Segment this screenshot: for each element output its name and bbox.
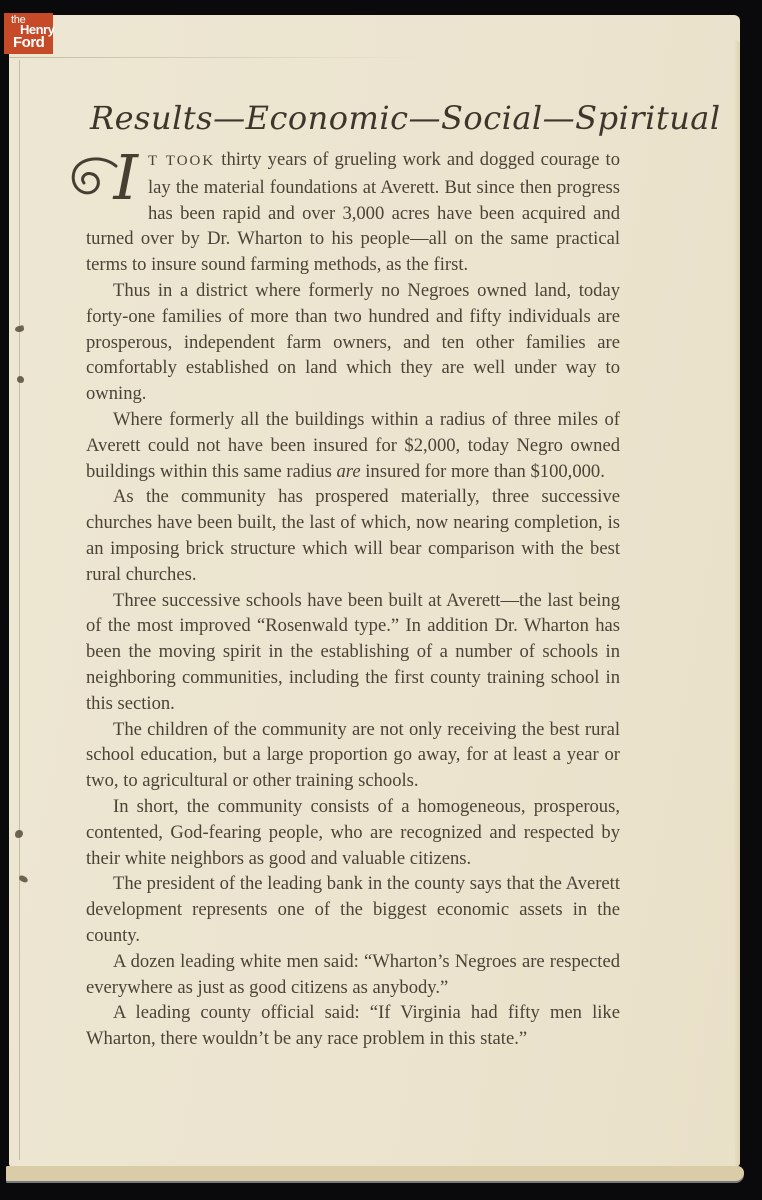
henry-ford-logo	[4, 13, 53, 54]
logo-text-ford: Ford	[13, 34, 45, 51]
logo-text-the: the	[11, 14, 26, 26]
page-right-edge	[734, 40, 740, 1167]
binding-crease	[19, 60, 20, 1160]
body-text	[86, 141, 621, 1052]
paragraph-2: Thus in a district where formerly no Negroes owned land, today forty-one families of more than two hundred and fifty individuals are prosperous, independent farm owners, and ten other families are comfortably established on land which they are well under way to owning.	[86, 279, 620, 405]
logo-text-henry: Henry	[20, 22, 55, 37]
paragraph-4: As the community has prospered materially, three successive churches have been built, the last of which, now nearing completion, is an imposing brick structure which will bear comparison with the best rural churches.	[86, 486, 620, 585]
paragraph-5: Three successive schools have been built at Averett—the last being of the most improved “Rosenwald type.” In addition Dr. Wharton has been the moving spirit in the establishing of a number of schools in neighboring communities, including the first county training school in this section.	[86, 589, 620, 714]
paragraph-9: A dozen leading white men said: “Wharton’s Negroes are respected everywhere as just as good citizens as anybody.”	[86, 950, 620, 998]
page-title: Results—Economic—Social—Spiritual	[90, 99, 721, 137]
drop-cap-letter: I	[113, 141, 138, 214]
book-bottom-edge	[6, 1166, 744, 1181]
paragraph-text: Where formerly all the buildings within a radius of three miles of Averett could not have been insured for $2,000, today Negro owned buildings within this same radius	[86, 408, 620, 482]
paragraph-3	[86, 407, 620, 484]
drop-cap	[68, 141, 140, 226]
paragraph-8: The president of the leading bank in the county says that the Averett development represents one of the biggest economic assets in the county.	[86, 873, 620, 946]
paragraph-6: The children of the community are not only receiving the best rural school education, but a large proportion go away, for at least a year or two, to agricultural or other training schools.	[86, 718, 620, 792]
under-sheet-edge	[9, 57, 429, 58]
paragraph-italic-word: are	[336, 460, 361, 482]
paragraph-text: insured for more than $100,000.	[360, 460, 605, 482]
binding-stitch-mark	[17, 376, 24, 383]
paragraph-10: A leading county official said: “If Virginia had fifty men like Wharton, there wouldn’t be any race problem in this state.”	[86, 1002, 620, 1050]
paragraph-7: In short, the community consists of a homogeneous, prosperous, contented, God-fearing people, who are recognized and respected by their white neighbors as good and valuable citizens.	[86, 795, 620, 869]
drop-cap-flourish-icon	[68, 156, 120, 208]
paragraph-1	[86, 141, 621, 278]
lead-small-caps: T TOOK	[148, 153, 216, 169]
paragraph-text: thirty years of grueling work and dogged courage to lay the material foundations at Averett. But since then progress has been rapid and over 3,000 acres have been acquired and turned over by Dr. Wharton to his people—all on the same practical terms to insure sound farming methods, as the first.	[86, 149, 621, 276]
